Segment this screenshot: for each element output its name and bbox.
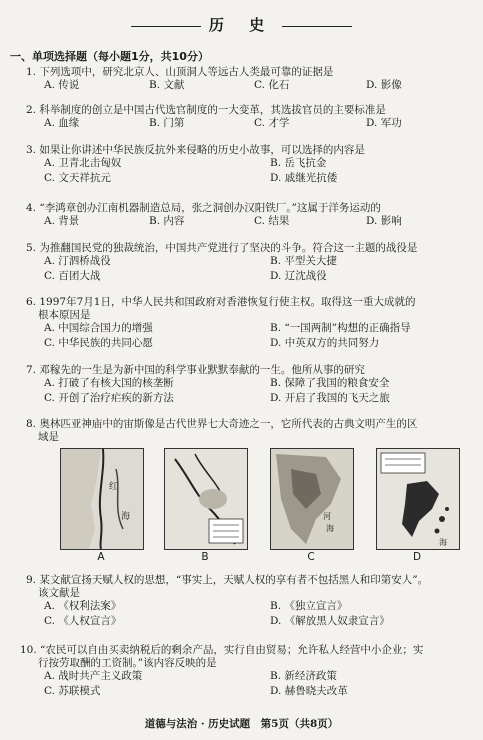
question-stem-continued: 域是: [38, 431, 59, 443]
option-c[interactable]: C. 文天祥抗元: [44, 172, 111, 184]
svg-text:海: 海: [439, 538, 447, 547]
option-c[interactable]: C. 才学: [254, 117, 290, 129]
option-d[interactable]: D. 军功: [366, 117, 402, 129]
map-b[interactable]: [164, 448, 248, 550]
map-c-graphic: [271, 449, 353, 549]
question-2: [26, 104, 469, 132]
option-b[interactable]: B. 文献: [149, 79, 185, 91]
option-b[interactable]: B. 《独立宣言》: [270, 600, 348, 612]
option-d[interactable]: D. 中英双方的共同努力: [270, 337, 380, 349]
map-c[interactable]: [270, 448, 354, 550]
question-stem-continued: 行按劳取酬的工资制。”该内容反映的是: [38, 657, 217, 669]
title-rule-left: [131, 26, 201, 27]
option-d[interactable]: D. 影响: [366, 215, 402, 227]
option-c[interactable]: C. 开创了治疗疟疾的新方法: [44, 392, 174, 404]
question-number: 2.: [26, 104, 37, 116]
question-stem: 科举制度的创立是中国古代选官制度的一大变革，其选拔官员的主要标准是: [39, 104, 386, 116]
question-number: 4.: [26, 202, 37, 214]
question-3: [26, 144, 469, 187]
question-number: 3.: [26, 144, 37, 156]
svg-text:海: 海: [121, 512, 131, 522]
option-c[interactable]: C. 百团大战: [44, 270, 101, 282]
map-label: D: [412, 551, 422, 563]
question-stem: 奥林匹亚神庙中的宙斯像是古代世界七大奇迹之一，它所代表的古典文明产生的区: [39, 418, 418, 430]
option-d[interactable]: D. 影像: [366, 79, 402, 91]
title-text: 历 史: [208, 16, 275, 34]
map-label: A: [97, 551, 105, 563]
option-a[interactable]: A. 《权利法案》: [44, 600, 122, 612]
svg-text:海: 海: [326, 524, 334, 533]
question-stem: “李鸿章创办江南机器制造总局，张之洞创办汉阳铁厂。”这属于洋务运动的: [39, 202, 381, 214]
question-10: [20, 644, 469, 700]
title-rule-right: [282, 26, 352, 27]
option-c[interactable]: C. 《人权宣言》: [44, 615, 122, 627]
option-c[interactable]: C. 结果: [254, 215, 290, 227]
option-a[interactable]: A. 背景: [44, 215, 80, 227]
option-a[interactable]: A. 战时共产主义政策: [44, 670, 143, 682]
question-9: [26, 574, 469, 630]
question-number: 10.: [20, 644, 37, 656]
option-c[interactable]: C. 中华民族的共同心愿: [44, 337, 153, 349]
option-a[interactable]: A. 传说: [44, 79, 80, 91]
option-b[interactable]: B. 门第: [149, 117, 185, 129]
option-d[interactable]: D. 戚继光抗倭: [270, 172, 338, 184]
question-7: [26, 364, 469, 407]
map-a[interactable]: [60, 448, 144, 550]
map-label: B: [201, 551, 209, 563]
option-c[interactable]: C. 化石: [254, 79, 290, 91]
option-b[interactable]: B. 保障了我国的粮食安全: [270, 377, 390, 389]
option-d[interactable]: D. 开启了我国的飞天之旅: [270, 392, 390, 404]
option-d[interactable]: D. 辽沈战役: [270, 270, 327, 282]
option-b[interactable]: B. 内容: [149, 215, 185, 227]
page-title: [0, 14, 483, 35]
option-a[interactable]: A. 卫青北击匈奴: [44, 157, 122, 169]
question-stem: 某文献宣扬天赋人权的思想，“事实上，天赋人权的享有者不包括黑人和印第安人”。: [39, 574, 429, 586]
question-stem: 邓稼先的一生是为新中国的科学事业默默奉献的一生。他所从事的研究: [39, 364, 365, 376]
map-b-graphic: [165, 449, 247, 549]
question-8: [26, 418, 469, 444]
map-a-graphic: [61, 449, 143, 549]
question-6: [26, 296, 469, 352]
map-d-graphic: [377, 449, 459, 549]
question-1: [26, 66, 469, 94]
question-stem-continued: 该文献是: [38, 587, 80, 599]
question-stem-continued: 根本原因是: [38, 309, 91, 321]
question-number: 5.: [26, 242, 37, 254]
option-a[interactable]: A. 汀泗桥战役: [44, 255, 111, 267]
map-label: C: [307, 551, 315, 563]
option-a[interactable]: A. 血缘: [44, 117, 80, 129]
page-footer: 道德与法治 · 历史试题 第5页（共8页）: [144, 718, 339, 730]
question-stem: 如果让你讲述中华民族反抗外来侵略的历史小故事，可以选择的内容是: [39, 144, 365, 156]
option-b[interactable]: B. “一国两制”构想的正确指导: [270, 322, 411, 334]
map-options: [60, 448, 460, 568]
option-a[interactable]: A. 打破了有核大国的核垄断: [44, 377, 174, 389]
question-number: 7.: [26, 364, 37, 376]
question-stem: 下列选项中，研究北京人、山顶洞人等远古人类最可靠的证据是: [39, 66, 334, 78]
option-d[interactable]: D. 赫鲁晓夫改革: [270, 685, 348, 697]
svg-text:红: 红: [109, 482, 119, 492]
option-b[interactable]: B. 平型关大捷: [270, 255, 337, 267]
option-b[interactable]: B. 岳飞抗金: [270, 157, 327, 169]
question-stem: 1997年7月1日，中华人民共和国政府对香港恢复行使主权。取得这一重大成就的: [39, 296, 416, 308]
option-a[interactable]: A. 中国综合国力的增强: [44, 322, 153, 334]
question-4: [26, 202, 469, 230]
question-stem: “农民可以自由买卖纳税后的剩余产品，实行自由贸易；允许私人经营中小企业；实: [40, 644, 424, 656]
question-stem: 为推翻国民党的独裁统治，中国共产党进行了坚决的斗争。符合这一主题的战役是: [39, 242, 418, 254]
question-number: 6.: [26, 296, 37, 308]
svg-text:河: 河: [323, 512, 331, 521]
option-d[interactable]: D. 《解放黑人奴隶宣言》: [270, 615, 390, 627]
question-number: 9.: [26, 574, 37, 586]
map-d[interactable]: [376, 448, 460, 550]
section-heading: 一、单项选择题（每小题1分，共10分）: [10, 50, 209, 63]
question-number: 8.: [26, 418, 37, 430]
question-5: [26, 242, 469, 285]
option-b[interactable]: B. 新经济政策: [270, 670, 337, 682]
question-number: 1.: [26, 66, 37, 78]
option-c[interactable]: C. 苏联模式: [44, 685, 101, 697]
